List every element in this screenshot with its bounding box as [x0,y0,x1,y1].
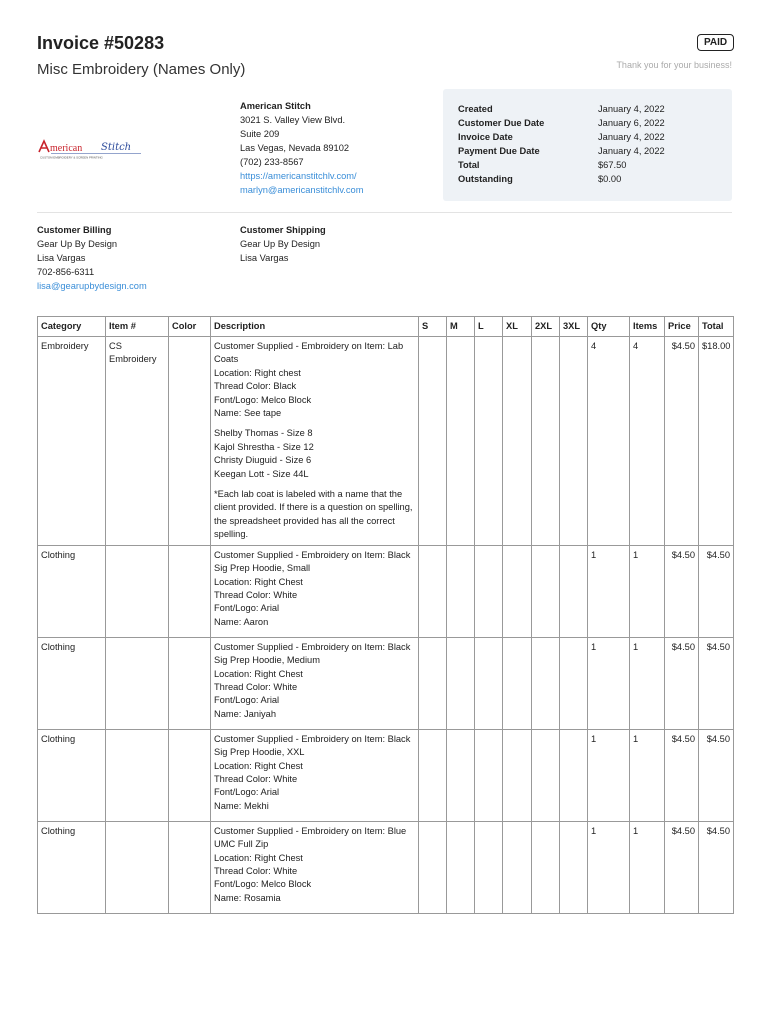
column-header: Total [699,317,734,337]
s-cell [419,821,447,913]
summary-row [458,144,665,158]
category-cell: Embroidery [38,337,106,546]
color-cell [169,821,211,913]
item-cell [106,821,169,913]
summary-row [458,172,665,186]
item-cell [106,729,169,821]
column-header: L [475,317,503,337]
category-cell: Clothing [38,821,106,913]
company-phone: (702) 233-8567 [240,157,304,167]
company-email-link[interactable]: marlyn@americanstitchlv.com [240,185,364,195]
summary-row [458,130,665,144]
description-paragraph: *Each lab coat is labeled with a name that the client provided. If there is a question on spelling, the spreadsheet provided has all the correct spelling. [214,489,413,540]
column-header: Qty [588,317,630,337]
xxxl-cell [560,637,588,729]
summary-label: Created [458,104,493,114]
m-cell [447,821,475,913]
xl-cell [503,729,532,821]
items-cell: 4 [630,337,665,546]
item-cell [106,637,169,729]
summary-value: January 6, 2022 [598,118,665,128]
company-address-line2: Suite 209 [240,129,280,139]
xxl-cell [532,337,560,546]
column-header: S [419,317,447,337]
total-cell: $4.50 [699,637,734,729]
shipping-company: Gear Up By Design [240,239,321,249]
description-cell [211,337,419,546]
items-cell: 1 [630,821,665,913]
column-header: 3XL [560,317,588,337]
company-info [240,99,363,197]
company-logo [37,138,145,160]
l-cell [475,729,503,821]
total-cell: $4.50 [699,545,734,637]
xxl-cell [532,545,560,637]
color-cell [169,337,211,546]
category-cell: Clothing [38,729,106,821]
billing-phone: 702-856-6311 [37,267,95,277]
summary-label: Total [458,160,480,170]
description-cell [211,545,419,637]
summary-value: January 4, 2022 [598,132,665,142]
xl-cell [503,337,532,546]
billing-email-link[interactable]: lisa@gearupbydesign.com [37,281,147,291]
invoice-summary-table [458,102,665,186]
qty-cell: 1 [588,729,630,821]
table-header-row [38,317,734,337]
company-address-line1: 3021 S. Valley View Blvd. [240,115,346,125]
invoice-summary-panel [443,89,732,201]
xl-cell [503,545,532,637]
customer-billing [37,223,147,293]
total-cell: $18.00 [699,337,734,546]
shipping-heading: Customer Shipping [240,225,326,235]
color-cell [169,637,211,729]
company-website-link[interactable]: https://americanstitchlv.com/ [240,171,357,181]
invoice-subtitle: Misc Embroidery (Names Only) [37,61,246,78]
l-cell [475,821,503,913]
price-cell: $4.50 [665,545,699,637]
summary-label: Payment Due Date [458,146,540,156]
summary-value: January 4, 2022 [598,104,665,114]
billing-contact: Lisa Vargas [37,253,86,263]
summary-row [458,102,665,116]
s-cell [419,637,447,729]
summary-value: $0.00 [598,174,622,184]
m-cell [447,729,475,821]
m-cell [447,337,475,546]
column-header: Color [169,317,211,337]
items-cell: 1 [630,637,665,729]
xl-cell [503,821,532,913]
s-cell [419,545,447,637]
description-paragraph: Customer Supplied - Embroidery on Item: Black Sig Prep Hoodie, XXL Location: Right Chest Thread Color: White Font/Logo: Arial Name: Mekhi [214,733,411,811]
xxl-cell [532,637,560,729]
category-cell: Clothing [38,637,106,729]
thank-you-note: Thank you for your business! [616,60,732,70]
column-header: 2XL [532,317,560,337]
summary-row [458,158,665,172]
items-cell: 1 [630,545,665,637]
column-header: Items [630,317,665,337]
qty-cell: 1 [588,545,630,637]
price-cell: $4.50 [665,821,699,913]
column-header: XL [503,317,532,337]
billing-company: Gear Up By Design [37,239,118,249]
svg-text:Stitch: Stitch [101,142,132,153]
table-row [38,337,734,546]
company-city-state-zip: Las Vegas, Nevada 89102 [240,143,350,153]
xxl-cell [532,821,560,913]
summary-label: Invoice Date [458,132,513,142]
divider [37,212,732,213]
description-cell [211,821,419,913]
column-header: Category [38,317,106,337]
price-cell: $4.50 [665,337,699,546]
qty-cell: 1 [588,821,630,913]
xxxl-cell [560,729,588,821]
price-cell: $4.50 [665,729,699,821]
item-cell: CS Embroidery [106,337,169,546]
description-paragraph: Customer Supplied - Embroidery on Item: Black Sig Prep Hoodie, Small Location: Right Chest Thread Color: White Font/Logo: Arial Name: Aaron [214,549,411,627]
table-row [38,821,734,913]
color-cell [169,545,211,637]
s-cell [419,337,447,546]
column-header: Item # [106,317,169,337]
item-cell [106,545,169,637]
color-cell [169,729,211,821]
column-header: Description [211,317,419,337]
company-name: American Stitch [240,101,311,111]
description-cell [211,729,419,821]
total-cell: $4.50 [699,821,734,913]
qty-cell: 4 [588,337,630,546]
summary-label: Customer Due Date [458,118,545,128]
description-paragraph: Customer Supplied - Embroidery on Item: Lab Coats Location: Right chest Thread Color: Black Font/Logo: Melco Block Name: See tape [214,341,404,419]
price-cell: $4.50 [665,637,699,729]
description-paragraph: Customer Supplied - Embroidery on Item: Blue UMC Full Zip Location: Right Chest Thread Color: White Font/Logo: Melco Block Name: Rosamia [214,825,407,903]
table-row [38,545,734,637]
xxxl-cell [560,337,588,546]
svg-text:CUSTOM EMBROIDERY & SCREEN PRI: CUSTOM EMBROIDERY & SCREEN PRINTING [40,155,103,160]
total-cell: $4.50 [699,729,734,821]
svg-text:merican: merican [50,143,83,154]
category-cell: Clothing [38,545,106,637]
m-cell [447,545,475,637]
xxxl-cell [560,821,588,913]
s-cell [419,729,447,821]
billing-heading: Customer Billing [37,225,112,235]
summary-label: Outstanding [458,174,513,184]
summary-row [458,116,665,130]
table-row [38,637,734,729]
column-header: Price [665,317,699,337]
invoice-title: Invoice #50283 [37,33,165,53]
summary-value: January 4, 2022 [598,146,665,156]
status-badge: PAID [697,34,734,51]
qty-cell: 1 [588,637,630,729]
xxxl-cell [560,545,588,637]
items-cell: 1 [630,729,665,821]
table-row [38,729,734,821]
l-cell [475,545,503,637]
xl-cell [503,637,532,729]
description-cell [211,637,419,729]
description-paragraph: Shelby Thomas - Size 8 Kajol Shrestha - Size 12 Christy Diuguid - Size 6 Keegan Lott - Size 44L [214,428,314,479]
customer-shipping [240,223,326,265]
description-paragraph: Customer Supplied - Embroidery on Item: Black Sig Prep Hoodie, Medium Location: Right Chest Thread Color: White Font/Logo: Arial Name: Janiyah [214,641,411,719]
xxl-cell [532,729,560,821]
summary-value: $67.50 [598,160,627,170]
l-cell [475,637,503,729]
line-items-table [37,316,734,914]
shipping-contact: Lisa Vargas [240,253,289,263]
l-cell [475,337,503,546]
column-header: M [447,317,475,337]
m-cell [447,637,475,729]
